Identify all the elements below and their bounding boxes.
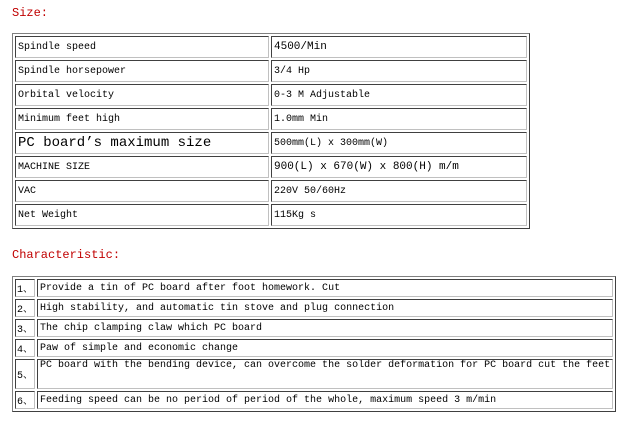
spec-label: Orbital velocity (15, 84, 269, 106)
spec-label: Net Weight (15, 204, 269, 226)
characteristic-number: 6、 (15, 391, 35, 409)
characteristic-number: 3、 (15, 319, 35, 337)
spec-value: 0-3 M Adjustable (271, 84, 527, 106)
spec-row (15, 204, 527, 226)
characteristic-text: PC board with the bending device, can overcome the solder deformation for PC board cut the feet (37, 359, 613, 389)
characteristic-row (15, 319, 613, 337)
spec-label: MACHINE SIZE (15, 156, 269, 178)
spec-value: 220V 50/60Hz (271, 180, 527, 202)
characteristic-row (15, 279, 613, 297)
spec-row (15, 156, 527, 178)
characteristic-text: High stability, and automatic tin stove and plug connection (37, 299, 613, 317)
characteristic-number: 4、 (15, 339, 35, 357)
characteristic-text: Paw of simple and economic change (37, 339, 613, 357)
spec-label: PC board’s maximum size (15, 132, 269, 154)
characteristic-row (15, 391, 613, 409)
spec-row (15, 36, 527, 58)
spec-table (12, 33, 530, 229)
spec-label: Spindle speed (15, 36, 269, 58)
characteristic-heading: Characteristic: (12, 248, 121, 262)
characteristic-text: Feeding speed can be no period of period of the whole, maximum speed 3 m/min (37, 391, 613, 409)
spec-value: 1.0mm Min (271, 108, 527, 130)
spec-row (15, 60, 527, 82)
spec-row (15, 132, 527, 154)
characteristic-text: Provide a tin of PC board after foot homework. Cut (37, 279, 613, 297)
characteristic-number: 5、 (15, 359, 35, 389)
spec-label: VAC (15, 180, 269, 202)
spec-value: 900(L) x 670(W) x 800(H) m/m (271, 156, 527, 178)
spec-value: 115Kg s (271, 204, 527, 226)
characteristic-table (12, 276, 616, 412)
spec-value: 500mm(L) x 300mm(W) (271, 132, 527, 154)
characteristic-number: 2、 (15, 299, 35, 317)
spec-label: Minimum feet high (15, 108, 269, 130)
characteristic-text: The chip clamping claw which PC board (37, 319, 613, 337)
size-heading: Size: (12, 6, 49, 20)
spec-label: Spindle horsepower (15, 60, 269, 82)
characteristic-number: 1、 (15, 279, 35, 297)
spec-value: 3/4 Hp (271, 60, 527, 82)
spec-row (15, 180, 527, 202)
characteristic-row (15, 299, 613, 317)
characteristic-row (15, 359, 613, 389)
spec-row (15, 84, 527, 106)
characteristic-row (15, 339, 613, 357)
spec-value: 4500/Min (271, 36, 527, 58)
spec-row (15, 108, 527, 130)
